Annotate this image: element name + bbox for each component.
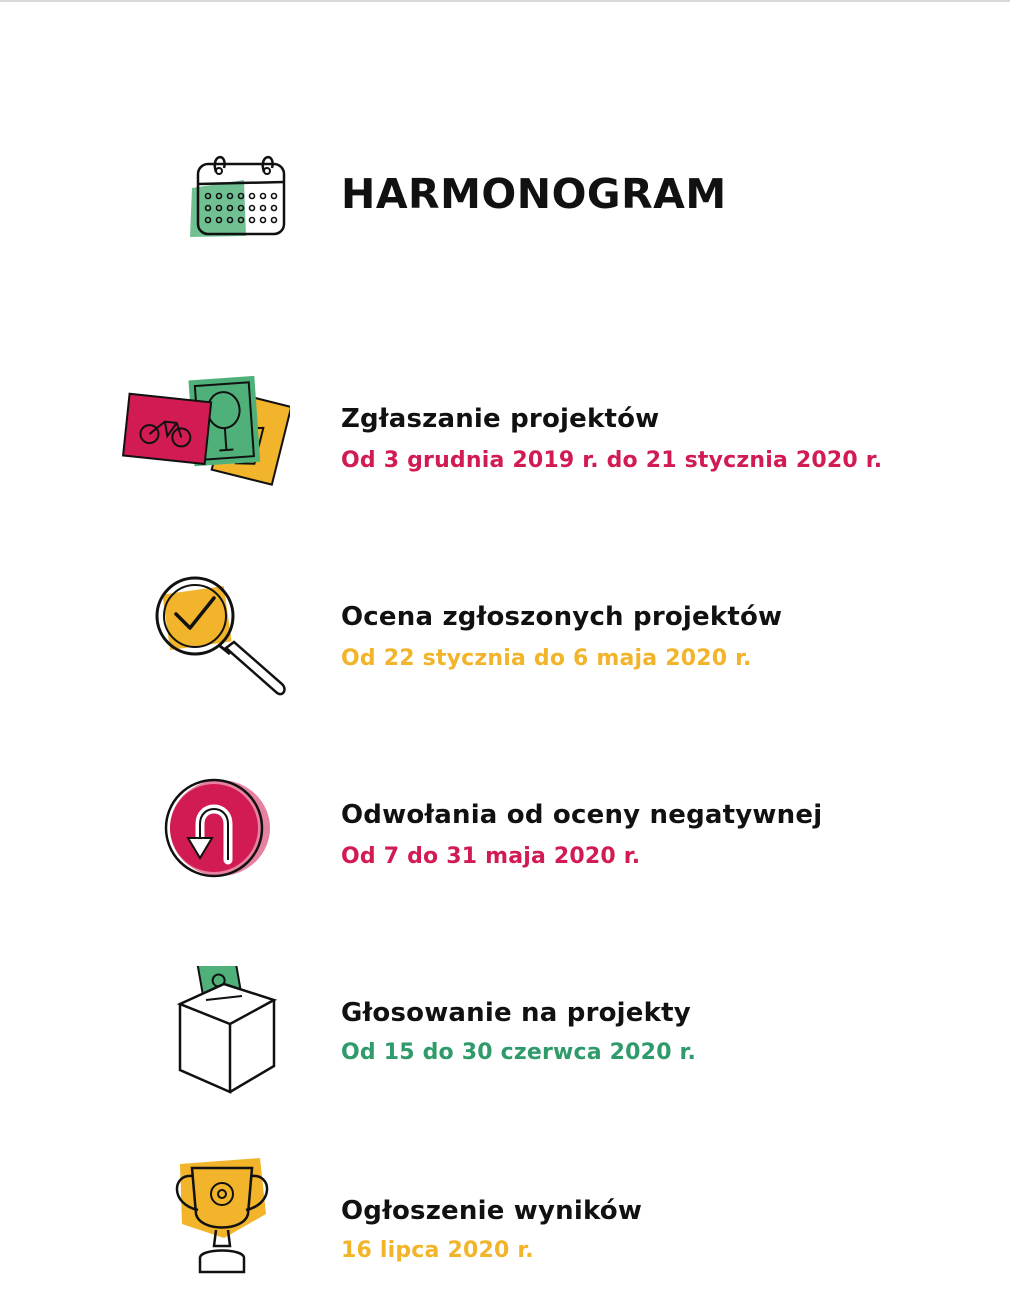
step-date: Od 7 do 31 maja 2020 r. [341, 844, 641, 869]
step-label: Głosowanie na projekty [341, 998, 691, 1028]
page-title: HARMONOGRAM [341, 170, 727, 218]
step-date: 16 lipca 2020 r. [341, 1238, 534, 1263]
step-date: Od 3 grudnia 2019 r. do 21 stycznia 2020 r. [341, 448, 883, 473]
schedule-item-evaluation [0, 568, 1010, 708]
schedule-item-results [0, 1154, 1010, 1294]
step-label: Ocena zgłoszonych projektów [341, 602, 783, 632]
step-date: Od 15 do 30 czerwca 2020 r. [341, 1040, 697, 1065]
step-label: Odwołania od oceny negatywnej [341, 800, 823, 830]
step-date: Od 22 stycznia do 6 maja 2020 r. [341, 646, 752, 671]
step-label: Zgłaszanie projektów [341, 404, 660, 434]
trophy-icon [120, 1154, 290, 1294]
photos-icon [120, 370, 290, 510]
schedule-item-submission [0, 370, 1010, 510]
step-label: Ogłoszenie wyników [341, 1196, 643, 1226]
schedule-item-voting [0, 966, 1010, 1106]
magnifier-check-icon [120, 568, 290, 708]
schedule-item-appeals [0, 768, 1010, 908]
ballot-box-icon [120, 966, 290, 1106]
u-turn-icon [120, 768, 290, 908]
